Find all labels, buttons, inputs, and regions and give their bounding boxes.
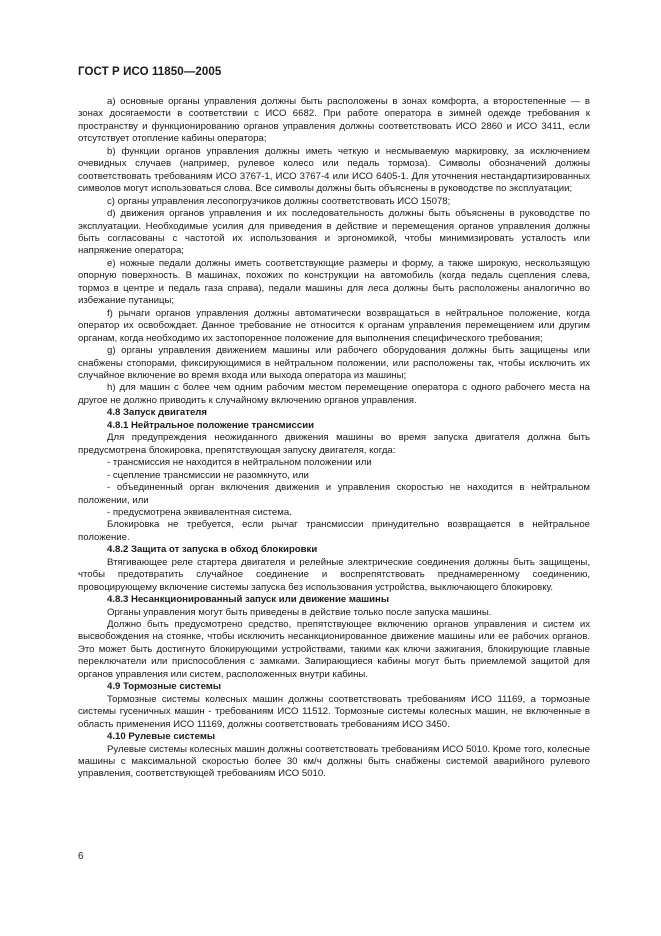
paragraph: Тормозные системы колесных машин должны соответствовать требованиям ИСО 11169, а тормозные системы гусеничных машин - требованиям ИСО 11512. Тормозные системы колесных машин, не включенные в область применения ИСО 11169, должны соответствовать требованиям ИСО 3450. bbox=[78, 693, 590, 730]
list-item-a: a) основные органы управления должны быть расположены в зонах комфорта, а второстепенные — в зонах досягаемости в соответствии с ИСО 6682. При работе оператора в зимней одежде требования к пространству и функционированию органов управления должны соответствовать ИСО 2860 и ИСО 3411, если отсутствует отопление кабины оператора; bbox=[78, 96, 590, 145]
paragraph: Рулевые системы колесных машин должны соответствовать требованиям ИСО 5010. Кроме того, колесные машины с максимальной скоростью более 30 км/ч должны быть снабжены системой аварийного рулевого управления, соответствующей требованиям ИСО 5010. bbox=[78, 743, 590, 780]
section-heading-4-8-2: 4.8.2 Защита от запуска в обход блокировки bbox=[107, 544, 318, 556]
dash-list-item: - объединенный орган включения движения и управления скоростью не находится в нейтральном положении, или bbox=[78, 482, 590, 506]
list-item-f: f) рычаги органов управления должны автоматически возвращаться в нейтральное положение, когда оператор их освобождает. Данное требование не относится к органам управления перемещением или другим органам, когда необходимо их застопоренное положение для выполнения специфического требования; bbox=[78, 307, 590, 344]
section-heading-4-8: 4.8 Запуск двигателя bbox=[107, 407, 207, 419]
page-number: 6 bbox=[78, 851, 84, 862]
document-header: ГОСТ Р ИСО 11850—2005 bbox=[78, 66, 222, 78]
paragraph: Органы управления могут быть приведены в действие только после запуска машины. bbox=[107, 606, 492, 618]
paragraph: Втягивающее реле стартера двигателя и релейные электрические соединения должны быть защищены, чтобы предотвратить случайное соединение и воспрепятствовать преднамеренному соединению, провоцирующему включение системы запуска без использования устройства, выключающего блокировку. bbox=[78, 556, 590, 593]
dash-list-item: - предусмотрена эквивалентная система. bbox=[107, 506, 292, 518]
paragraph: Блокировка не требуется, если рычаг трансмиссии принудительно возвращается в нейтральное положение. bbox=[78, 519, 590, 543]
section-heading-4-9: 4.9 Тормозные системы bbox=[107, 681, 222, 693]
list-item-h: h) для машин с более чем одним рабочим местом перемещение оператора с одного рабочего места на другое не должно приводить к случайному включению органов управления. bbox=[78, 382, 590, 406]
section-heading-4-8-3: 4.8.3 Несанкционированный запуск или движение машины bbox=[107, 594, 390, 606]
paragraph: Должно быть предусмотрено средство, препятствующее включению органов управления и систем их высвобождения на стоянке, чтобы исключить несанкционированное движение машины или ее рабочих органов. Это может быть достигнуто блокирующими устройствами, такими как ключи зажигания, блокирующие главные переключатели или приспособления с замками. Запирающиеся кабины могут быть приемлемой защитой для органов управления или систем, расположенных внутри кабины. bbox=[78, 619, 590, 680]
document-body bbox=[78, 96, 590, 781]
list-item-d: d) движения органов управления и их последовательность должны быть объяснены в руководстве по эксплуатации. Необходимые усилия для приведения в действие и перемещения органов управления должны быть согласованы с частотой их использования и эргономикой, чтобы минимизировать усталость или напряжение оператора; bbox=[78, 208, 590, 257]
dash-list-item: - трансмиссия не находится в нейтральном положении или bbox=[107, 457, 372, 469]
section-heading-4-10: 4.10 Рулевые системы bbox=[107, 731, 216, 743]
list-item-c: c) органы управления лесопогрузчиков должны соответствовать ИСО 15078; bbox=[107, 195, 451, 207]
list-item-g: g) органы управления движением машины или рабочего оборудования должны быть защищены или снабжены стопорами, фиксирующимися в нейтральном положении, или расположены так, чтобы исключить их случайное включение во время входа или выхода оператора из машины; bbox=[78, 345, 590, 381]
paragraph: Для предупреждения неожиданного движения машины во время запуска двигателя должна быть предусмотрена блокировка, препятствующая запуску двигателя, когда: bbox=[78, 432, 590, 456]
list-item-b: b) функции органов управления должны иметь четкую и несмываемую маркировку, за исключением очевидных случаев (например, рулевое колесо или педаль тормоза). Символы обозначений должны соответствовать требованиям ИСО 3767-1, ИСО 3767-4 или ИСО 6405-1. Для уточнения нестандартизированных символов могут использоваться слова. Все символы должны быть объяснены в руководстве по эксплуатации; bbox=[78, 145, 590, 195]
dash-list-item: - сцепление трансмиссии не разомкнуто, или bbox=[107, 469, 309, 481]
list-item-e: e) ножные педали должны иметь соответствующие размеры и форму, а также широкую, нескользящую опорную поверхность. В машинах, похожих по конструкции на автомобиль (когда педаль сцепления слева, тормоз в центре и педаль газа справа), педали машины для леса должны быть расположены аналогично во избежание путаницы; bbox=[78, 257, 590, 307]
section-heading-4-8-1: 4.8.1 Нейтральное положение трансмиссии bbox=[107, 419, 315, 431]
